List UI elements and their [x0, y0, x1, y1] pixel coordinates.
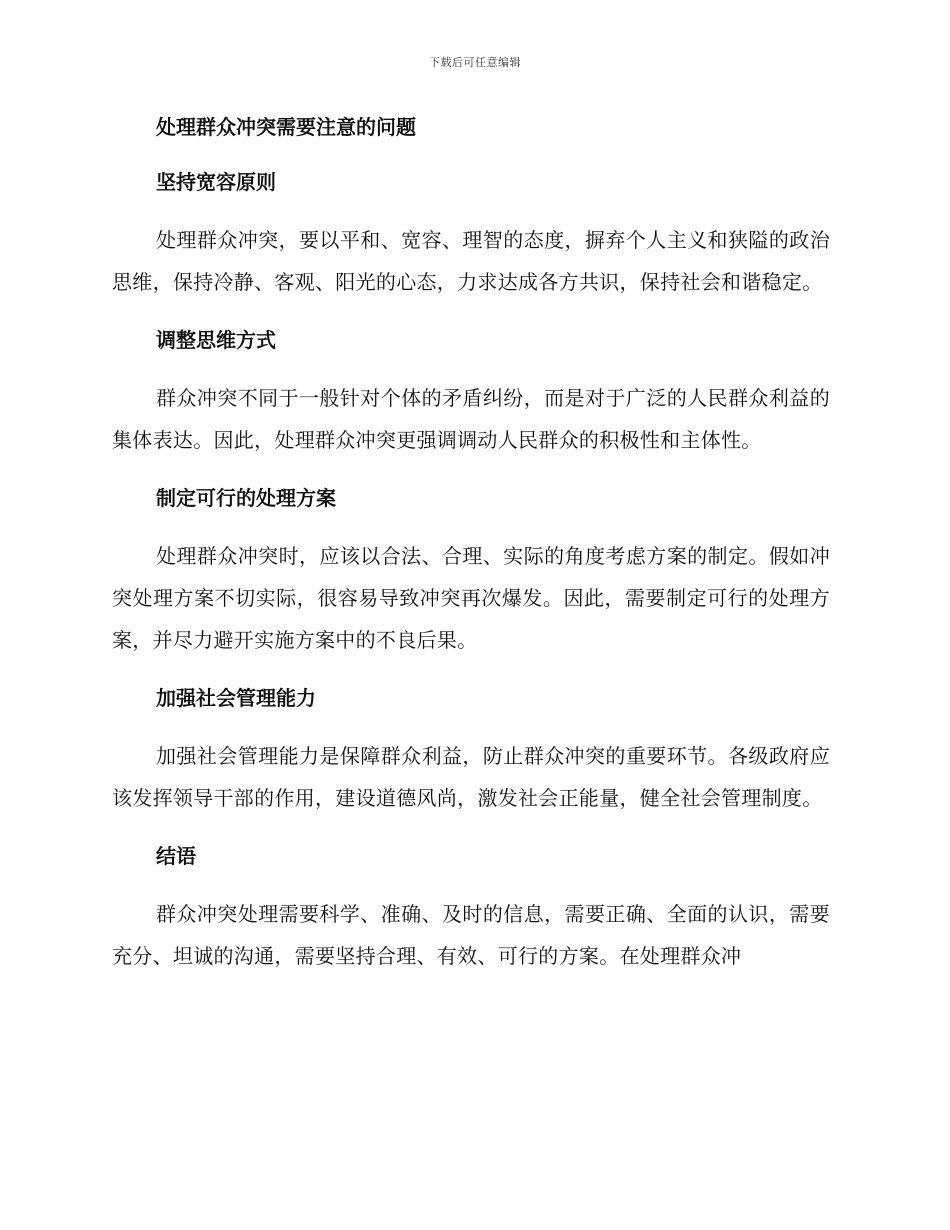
section-body-conclusion: 群众冲突处理需要科学、准确、及时的信息，需要正确、全面的认识，需要充分、坦诚的沟通，需要坚持合理、有效、可行的方案。在处理群众冲 [112, 902, 830, 968]
section-body-thinking: 群众冲突不同于一般针对个体的矛盾纠纷，而是对于广泛的人民群众利益的集体表达。因此，处理群众冲突更强调调动人民群众的积极性和主体性。 [112, 386, 830, 452]
section-heading-conclusion: 结语 [156, 844, 196, 868]
section-heading-tolerance: 坚持宽容原则 [156, 170, 276, 194]
section-heading-thinking: 调整思维方式 [156, 328, 276, 352]
section-heading-management: 加强社会管理能力 [156, 686, 316, 710]
document-body [112, 110, 830, 997]
section-body-plan: 处理群众冲突时，应该以合法、合理、实际的角度考虑方案的制定。假如冲突处理方案不切实际，很容易导致冲突再次爆发。因此，需要制定可行的处理方案，并尽力避开实施方案中的不良后果。 [112, 544, 830, 652]
section-body-management: 加强社会管理能力是保障群众利益，防止群众冲突的重要环节。各级政府应该发挥领导干部的作用，建设道德风尚，激发社会正能量，健全社会管理制度。 [112, 744, 830, 810]
header-note: 下载后可任意编辑 [429, 56, 521, 69]
section-heading-plan: 制定可行的处理方案 [156, 486, 336, 510]
section-body-tolerance: 处理群众冲突，要以平和、宽容、理智的态度，摒弃个人主义和狭隘的政治思维，保持冷静、客观、阳光的心态，力求达成各方共识，保持社会和谐稳定。 [112, 228, 830, 294]
document-title: 处理群众冲突需要注意的问题 [156, 115, 416, 139]
